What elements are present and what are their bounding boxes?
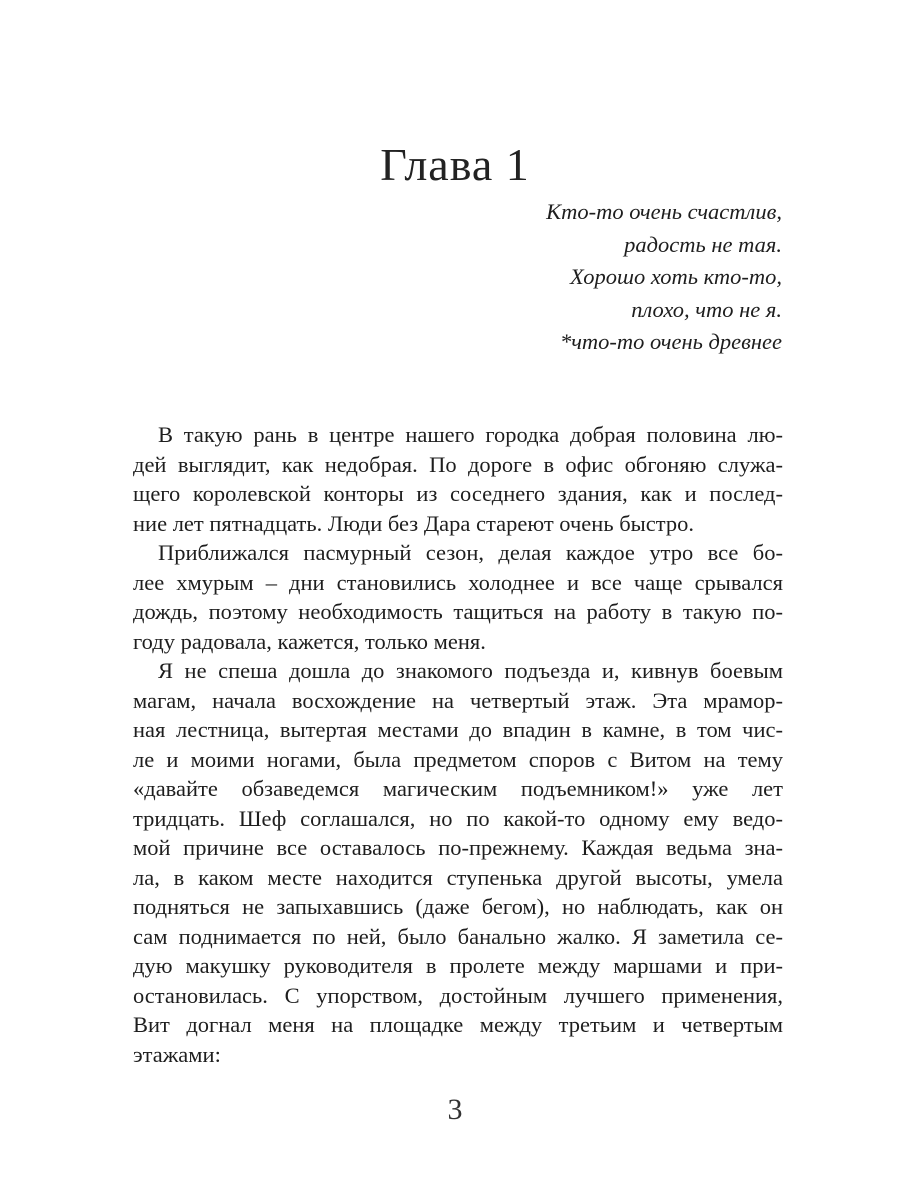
text-line: дую макушку руководителя в пролете между маршами и при- — [133, 953, 783, 978]
body-text — [133, 420, 783, 1069]
text-line: «давайте обзаведемся магическим подъемником!» уже лет — [133, 776, 783, 801]
text-line: магам, начала восхождение на четвертый этаж. Эта мрамор- — [133, 687, 783, 713]
text-line: ле и моими ногами, была предметом споров с Витом на тему — [133, 746, 783, 772]
epigraph-line: Кто-то очень счастлив, — [546, 199, 782, 224]
text-line: этажами: — [133, 1041, 221, 1067]
epigraph-line: радость не тая. — [624, 231, 782, 257]
page-number: 3 — [447, 1093, 463, 1126]
text-line: щего королевской конторы из соседнего здания, как и послед- — [133, 481, 783, 506]
text-line: Приближался пасмурный сезон, делая каждое утро все бо- — [158, 540, 783, 565]
text-line: тридцать. Шеф соглашался, но по какой-то одному ему ведо- — [133, 805, 783, 831]
epigraph-line: плохо, что не я. — [631, 296, 782, 322]
text-line: остановилась. С упорством, достойным лучшего применения, — [133, 982, 783, 1008]
text-line: Я не спеша дошла до знакомого подъезда и, кивнув боевым — [158, 658, 783, 683]
text-line: подняться не запыхавшись (даже бегом), но наблюдать, как он — [133, 894, 783, 919]
text-line: году радовала, кажется, только меня. — [133, 628, 486, 654]
text-line: дождь, поэтому необходимость тащиться на работу в такую по- — [133, 599, 783, 624]
epigraph-attribution: *что-то очень древнее — [559, 329, 782, 354]
paragraph — [133, 420, 783, 538]
text-line: мой причине все оставалось по-прежнему. Каждая ведьма зна- — [133, 835, 783, 860]
paragraph — [133, 656, 783, 1069]
text-line: В такую рань в центре нашего городка добрая половина лю- — [158, 422, 783, 447]
chapter-title: Глава 1 — [380, 139, 530, 190]
text-line: ная лестница, вытертая местами до впадин в камне, в том чис- — [133, 717, 783, 742]
text-line: ние лет пятнадцать. Люди без Дара стареют очень быстро. — [133, 510, 694, 536]
text-line: лее хмурым – дни становились холоднее и все чаще срывался — [133, 569, 783, 595]
text-line: сам поднимается по ней, было банально жалко. Я заметила се- — [133, 923, 783, 949]
text-line: Вит догнал меня на площадке между третьим и четвертым — [133, 1012, 783, 1037]
paragraph — [133, 538, 783, 656]
epigraph — [382, 196, 782, 359]
text-line: ла, в каком месте находится ступенька другой высоты, умела — [133, 864, 783, 890]
text-line: дей выглядит, как недобрая. По дороге в офис обгоняю служа- — [133, 451, 783, 477]
epigraph-line: Хорошо хоть кто-то, — [569, 264, 782, 289]
